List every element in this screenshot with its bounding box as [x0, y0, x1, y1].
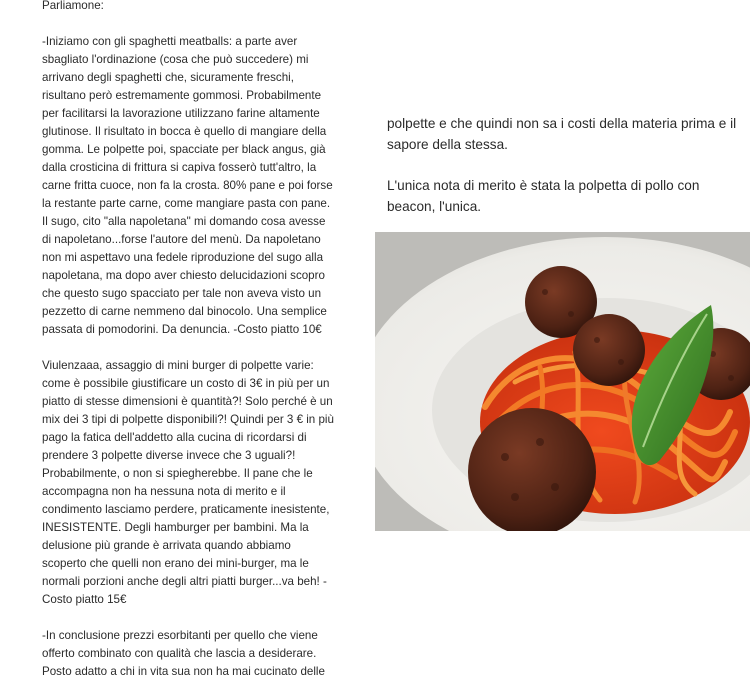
review-left-column — [42, 0, 354, 699]
review-heading: Parliamone: — [42, 0, 104, 12]
review-paragraph-spaghetti: -Iniziamo con gli spaghetti meatballs: a parte aver sbagliato l'ordinazione (cosa che può succedere) mi arrivano degli spaghetti che, sicuramente freschi, risultano però estremamente gommosi. Probabilmente per facilitarsi la lavorazione utilizzano farine altamente glutinose. Il risultato in bocca è quello di mangiare della gomma. Le polpette poi, spacciate per black angus, già dalla crosticina di frittura si capiva fosserò tutt'altro, la carne fritta cuoce, non fa la crosta. 80% pane e poi forse la restante parte carne, come mangiare pasta con pane. Il sugo, cito "alla napoletana" mi domando cosa avesse di napoletano...forse l'autore del menù. Da napoletano non mi aspettavo una fedele riproduzione del sugo alla napoletana, ma dopo aver chiesto delucidazioni scopro che questo sugo spacciato per tale non aveva visto un pezzetto di carne nemmeno dal binocolo. Una semplice passata di pomodorini. Da denuncia. -Costo piatto 10€ — [42, 35, 333, 336]
review-paragraph-continuation: polpette e che quindi non sa i costi della materia prima e il sapore della stessa. — [387, 116, 737, 152]
review-paragraph-conclusion: -In conclusione prezzi esorbitanti per quello che viene offerto combinato con qualità che lascia a desiderare. Posto adatto a chi in vita sua non ha mai cucinato delle — [42, 629, 325, 678]
review-paragraph-merit: L'unica nota di merito è stata la polpetta di pollo con beacon, l'unica. — [387, 178, 700, 214]
spaghetti-meatballs-photo — [375, 232, 750, 531]
review-paragraph-mini-burger: Viulenzaaa, assaggio di mini burger di polpette varie: come è possibile giustificare un costo di 3€ in più per un piatto di stesse dimensioni è quantità?! Solo perché è un mix dei 3 tipi di polpette disponibili?! Quindi per 3 € in più pago la fatica dell'addetto alla cucina di ricordarsi di prendere 3 polpette diverse invece che 3 uguali?! Probabilmente, o non si spiegherebbe. Il pane che le accompagna non ha nessuna nota di merito e il condimento lasciamo perdere, praticamente inesistente, INESISTENTE. Degli hamburger per bambini. Ma la delusione più grande è arrivata quando abbiamo scoperto che quelli non erano dei mini-burger, ma le normali porzioni anche degli altri piatti burger...va beh! - Costo piatto 15€ — [42, 359, 334, 606]
review-right-column — [387, 113, 747, 237]
